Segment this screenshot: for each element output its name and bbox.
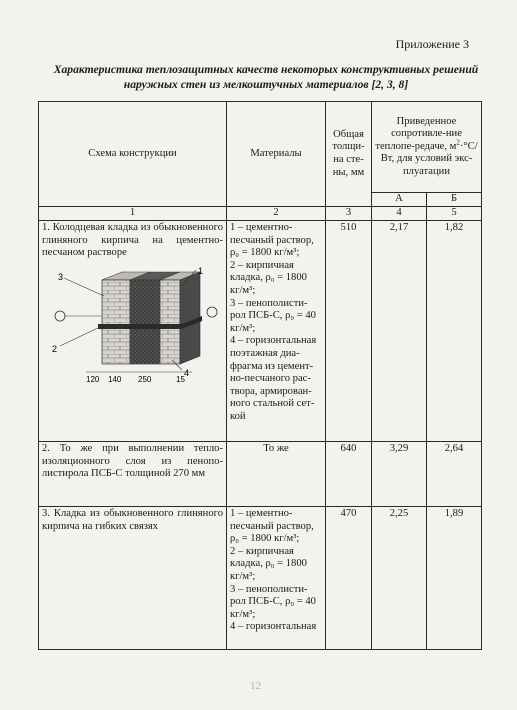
header-col-b: Б (427, 193, 482, 207)
row2-value-a: 3,29 (372, 442, 427, 507)
row2-materials: То же (227, 442, 326, 507)
row2-value-b: 2,64 (427, 442, 482, 507)
table-row (39, 442, 482, 507)
col-number-5: 5 (427, 207, 482, 221)
diagram-label-3: 3 (58, 271, 64, 282)
appendix-label: Приложение 3 (395, 37, 469, 51)
row3-material-4: 4 – горизонтальная (230, 621, 317, 633)
row2-description: 2. То же при выполнении тепло-изоляционного слоя из пенопо-листирола ПСБ-С толщиной 270 мм (39, 442, 227, 507)
header-resistance-unit: м (449, 140, 457, 152)
diagram-dim-120: 120 (86, 374, 100, 384)
row1-scheme-cell (39, 221, 227, 442)
table-row (39, 221, 482, 442)
diagram-label-1: 1 (198, 265, 204, 276)
diagram-dim-140: 140 (108, 374, 122, 384)
col-number-3: 3 (326, 207, 372, 221)
row3-thickness: 470 (326, 507, 372, 650)
col-number-2: 2 (227, 207, 326, 221)
row3-materials (227, 507, 326, 650)
row1-value-a: 2,17 (372, 221, 427, 442)
diagram-label-2: 2 (52, 343, 58, 354)
row3-value-b: 1,89 (427, 507, 482, 650)
col-number-4: 4 (372, 207, 427, 221)
header-materials: Материалы (227, 102, 326, 207)
header-resistance-unit-sup: 2 (456, 138, 460, 147)
header-resistance-text: Приведенное сопротивле-ние теплопе-редаче, (375, 115, 462, 152)
header-scheme: Схема конструкции (39, 102, 227, 207)
wall-section-diagram (42, 266, 222, 386)
thermal-table (38, 101, 482, 650)
diagram-dim-15: 15 (176, 374, 185, 384)
header-row (39, 102, 482, 193)
row3-description: 3. Кладка из обыкновенного глиняного кирпича на гибких связях (39, 507, 227, 650)
header-thickness: Общая толщи-на сте-ны, мм (326, 102, 372, 207)
row1-materials (227, 221, 326, 442)
row3-value-a: 2,25 (372, 507, 427, 650)
row3-material-2: 2 – кирпичная кладка, ρ₀ = 1800 кг/м³; (230, 545, 307, 582)
header-col-a: А (372, 193, 427, 207)
row1-material-2: 2 – кирпичная кладка, ρ₀ = 1800 кг/м³; (230, 259, 307, 296)
header-resistance (372, 102, 482, 193)
page-number: 12 (250, 680, 261, 692)
row1-material-3: 3 – пенополисти-рол ПСБ-С, ρ₀ = 40 кг/м³; (230, 297, 316, 334)
table-row (39, 507, 482, 650)
row1-description: 1. Колодцевая кладка из обыкновенного глиняного кирпича на цементно-песчаном растворе (42, 222, 223, 259)
row3-material-1: 1 – цементно-песчаный раствор, ρ₀ = 1800 кг/м³; (230, 508, 314, 545)
row2-thickness: 640 (326, 442, 372, 507)
diagram-dim-250: 250 (138, 374, 152, 384)
row3-material-3: 3 – пенополисти-рол ПСБ-С, ρ₀ = 40 кг/м³; (230, 583, 316, 620)
col-number-1: 1 (39, 207, 227, 221)
row1-material-1: 1 – цементно-песчаный раствор, ρ₀ = 1800 кг/м³; (230, 222, 314, 259)
row1-value-b: 1,82 (427, 221, 482, 442)
column-number-row (39, 207, 482, 221)
table-title: Характеристика теплозащитных качеств некоторых конструктивных решений наружных стен из мелкоштучных материалов [2, 3, 8] (53, 63, 479, 91)
row1-material-4: 4 – горизонтальная поэтажная диа-фрагма из цемент-но-песчаного рас-твора, армирован-ного стальной сет-кой (230, 335, 317, 422)
row1-thickness: 510 (326, 221, 372, 442)
header-resistance-unit-rest: ·°С/Вт, для условий экс-плуатации (380, 140, 478, 177)
diagram-label-4: 4 (184, 367, 190, 378)
